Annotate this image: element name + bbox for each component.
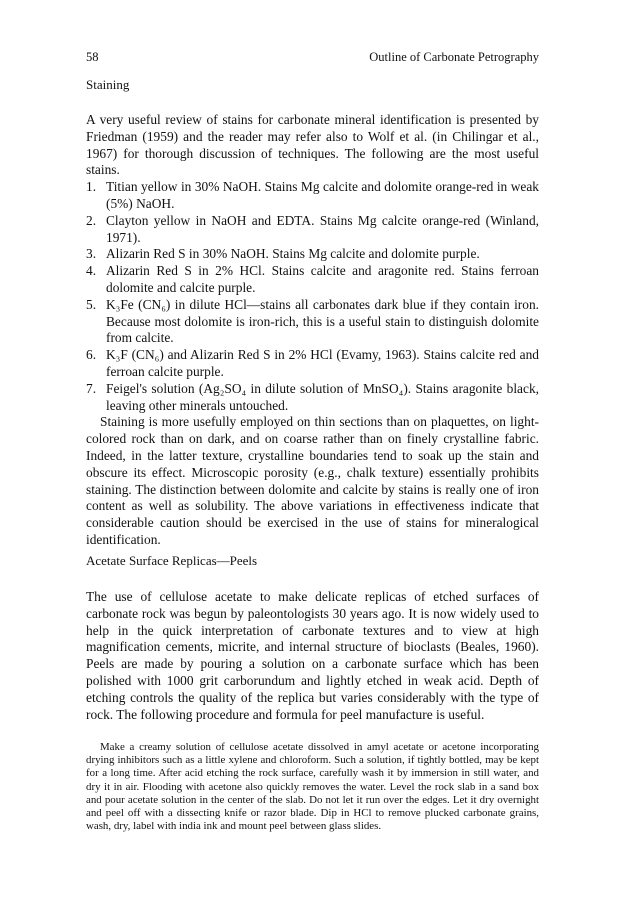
staining-section — [86, 112, 539, 549]
staining-heading: Staining — [86, 77, 130, 92]
stain-item: 5. K₃Fe (CN₆) in dilute HCl—stains all carbonates dark blue if they contain iron. Because most dolomite is iron-rich, this is a useful stain to distinguish dolomite from calcite. — [86, 296, 539, 346]
peels-body: The use of cellulose acetate to make delicate replicas of etched surfaces of carbonate rock was begun by paleontologists 30 years ago. It is now widely used to help in the quick interpretation of carbonate textures and to view at high magnification cements, micrite, and internal structure of bioclasts (Beales, 1960). Peels are made by pouring a solution on a carbonate surface which has been polished with 1000 grit carborundum and lightly etched in weak acid. Depth of etching controls the quality of the replica but varies considerably with the type of rock. The following procedure and formula for peel manufacture is useful. — [86, 589, 539, 722]
stain-item: 2. Clayton yellow in NaOH and EDTA. Stains Mg calcite orange-red (Winland, 1971). — [86, 212, 539, 245]
stain-item: 3. Alizarin Red S in 30% NaOH. Stains Mg calcite and dolomite purple. — [86, 246, 480, 262]
running-header — [86, 49, 539, 65]
stain-item: 6. K₃F (CN₆) and Alizarin Red S in 2% HCl (Evamy, 1963). Stains calcite red and ferroan calcite purple. — [86, 347, 539, 379]
staining-discussion: Staining is more usefully employed on thin sections than on plaquettes, on light-colored rock than on dark, and on coarse rather than on finely crystalline fabric. Indeed, in the latter texture, crystalline boundaries tend to soak up the stain and obscure its effect. Microscopic porosity (e.g., chalk texture) essentially prohibits staining. The distinction between dolomite and calcite by stains is really one of iron content as well as solubility. The above variations in effectiveness indicate that considerable caution should be exercised in the use of stains for mineralogical identification. — [86, 414, 539, 547]
stain-item: 7. Feigel's solution (Ag₂SO₄ in dilute solution of MnSO₄). Stains aragonite black, leaving other minerals untouched. — [86, 380, 539, 413]
running-title: Outline of Carbonate Petrography — [369, 50, 539, 64]
staining-intro: A very useful review of stains for carbonate mineral identification is presented by Friedman (1959) and the reader may refer also to Wolf et al. (in Chilingar et al., 1967) for thorough discussion of techniques. The following are the most useful stains. — [86, 112, 539, 178]
stain-item: 4. Alizarin Red S in 2% HCl. Stains calcite and aragonite red. Stains ferroan dolomite and calcite purple. — [86, 263, 539, 295]
peels-heading: Acetate Surface Replicas—Peels — [86, 553, 258, 568]
page-number: 58 — [86, 50, 99, 64]
stain-list — [86, 179, 539, 414]
peel-procedure: Make a creamy solution of cellulose acetate dissolved in amyl acetate or acetone incorporating drying inhibitors such as a little xylene and chloroform. Such a solution, if tightly bottled, may be kept for a long time. After acid etching the rock surface, carefully wash it by immersion in still water, and dry it in air. Flooding with acetone also quickly removes the water. Level the rock slab in a sand box and pour acetate solution in the center of the slab. Do not let it run over the edges. Let it dry overnight and peel off with a dissecting knife or razor blade. Dip in HCl to remove plucked carbonate grains, wash, dry, label with india ink and mount peel between glass slides. — [86, 741, 539, 833]
stain-item: 1. Titian yellow in 30% NaOH. Stains Mg calcite and dolomite orange-red in weak (5%) NaOH. — [86, 179, 539, 211]
